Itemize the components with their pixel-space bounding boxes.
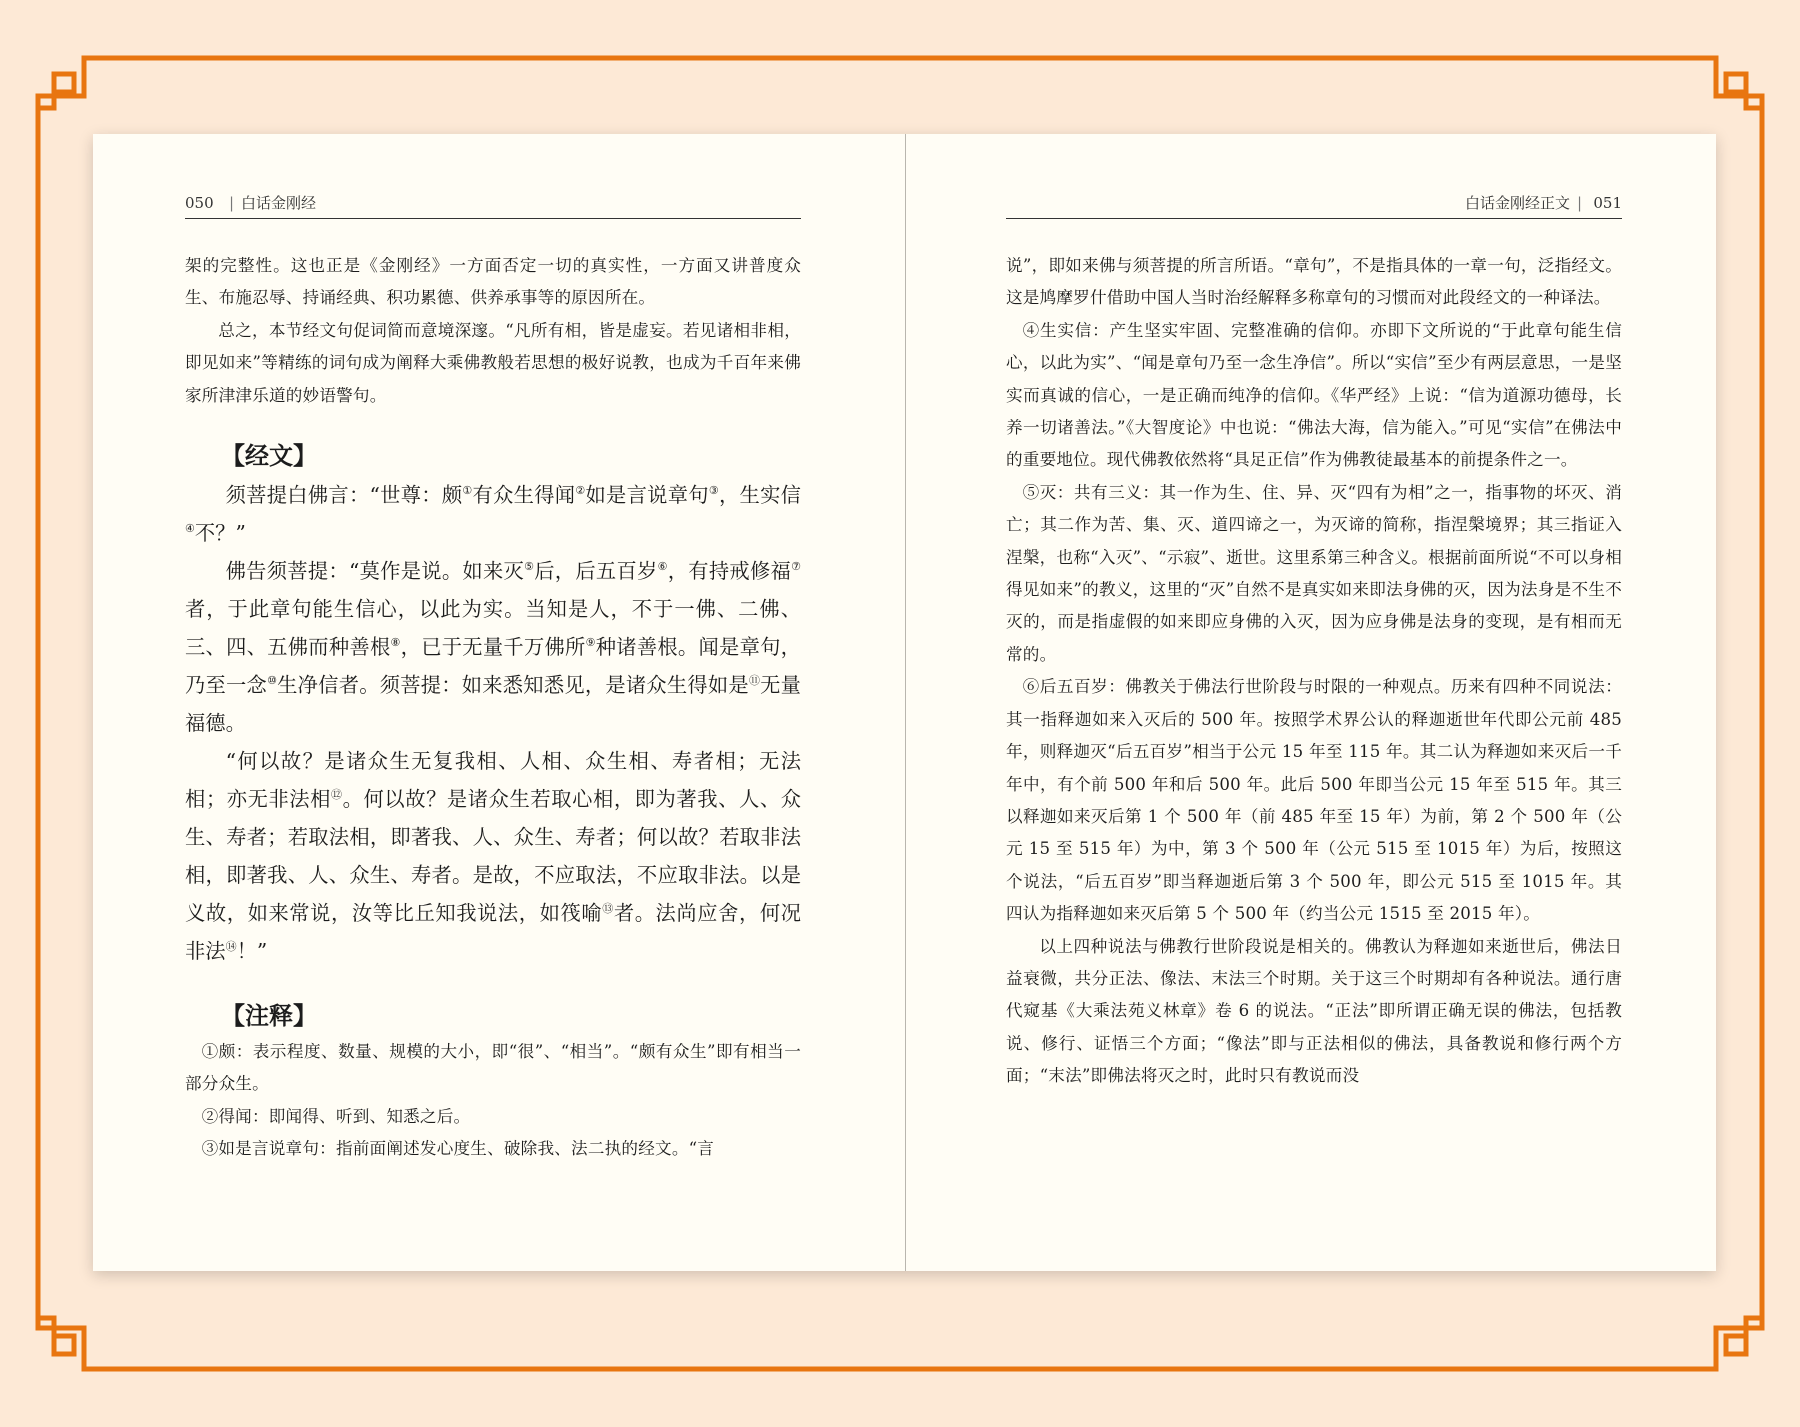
- sutra-paragraph-1: 须菩提白佛言：“世尊：颇①有众生得闻②如是言说章句③，生实信④不？”: [185, 483, 801, 546]
- right-paragraph-1: 说”，即如来佛与须菩提的所言所语。“章句”，不是指具体的一章一句，泛指经文。这是鸠摩罗什借助中国人当时治经解释多称章句的习惯而对此段经文的一种译法。: [1006, 256, 1622, 308]
- sutra-text: [185, 476, 801, 970]
- note-1: ①颇：表示程度、数量、规模的大小，即“很”、“相当”。“颇有众生”即有相当一部分众生。: [185, 1042, 801, 1094]
- left-running-head: [185, 192, 801, 219]
- intro-paragraph-2: 总之，本节经文句促词简而意境深邃。“凡所有相，皆是虚妄。若见诸相非相，即见如来”等精练的词句成为阐释大乘佛教般若思想的极好说教，也成为千百年来佛家所津津乐道的妙语警句。: [185, 320, 801, 405]
- left-page: [185, 134, 801, 1271]
- left-header-separator: |: [229, 194, 235, 212]
- right-header-separator: |: [1576, 194, 1582, 212]
- right-paragraph-5: 以上四种说法与佛教行世阶段说是相关的。佛教认为释迦如来逝世后，佛法日益衰微，共分正法、像法、末法三个时期。关于这三个时期却有各种说法。通行唐代窥基《大乘法苑义林章》卷 6 的说法。“正法”即所谓正确无误的佛法，包括教说、修行、证悟三个方面；“像法”即与正法相似的佛法，具备教说和修行两个方面；“末法”即佛法将灭之时，此时只有教说而没: [1006, 936, 1622, 1086]
- intro-paragraph-1: 架的完整性。这也正是《金刚经》一方面否定一切的真实性，一方面又讲普度众生、布施忍辱、持诵经典、积功累德、供养承事等的原因所在。: [185, 256, 801, 308]
- note-5: ⑤灭：共有三义：其一作为生、住、异、灭“四有为相”之一，指事物的坏灭、消亡；其二作为苦、集、灭、道四谛之一，为灭谛的简称，指涅槃境界；其三指证入涅槃，也称“入灭”、“示寂”、逝世。这里系第三种含义。根据前面所说“不可以身相得见如来”的教义，这里的“灭”自然不是真实如来即法身佛的灭，因为法身是不生不灭的，而是指虚假的如来即应身佛的入灭，因为应身佛是法身的变现，是有相而无常的。: [1006, 482, 1622, 664]
- right-running-head: [1006, 192, 1622, 219]
- note-2: ②得闻：即闻得、听到、知悉之后。: [201, 1106, 471, 1126]
- right-page-body: [1006, 250, 1622, 1093]
- note-6: ⑥后五百岁：佛教关于佛法行世阶段与时限的一种观点。历来有四种不同说法：其一指释迦如来入灭后的 500 年。按照学术界公认的释迦逝世年代即公元前 485 年，则释迦灭“后五百岁”相当于公元 15 年至 115 年。其二认为释迦如来灭后一千年中，有个前 500 年和后 500 年。此后 500 年即当公元 15 年至 515 年。其三以释迦如来灭后第 1 个 500 年（前 485 年至 15 年）为前，第 2 个 500 年（公元 15 至 515 年）为中，第 3 个 500 年（公元 515 至 1015 年）为后，按照这个说法，“后五百岁”即当释迦逝后第 3 个 500 年，即公元 515 至 1015 年。其四认为指释迦如来灭后第 5 个 500 年（约当公元 1515 至 2015 年）。: [1006, 677, 1622, 924]
- book-gutter: [905, 134, 906, 1271]
- open-book: [93, 134, 1716, 1271]
- sutra-paragraph-2: 佛告须菩提：“莫作是说。如来灭⑤后，后五百岁⑥，有持戒修福⑦者，于此章句能生信心，以此为实。当知是人，不于一佛、二佛、三、四、五佛而种善根⑧，已于无量千万佛所⑨种诸善根。闻是章句，乃至一念⑩生净信者。须菩提：如来悉知悉见，是诸众生得如是⑪无量福德。: [185, 559, 801, 736]
- right-running-title: 白话金刚经正文: [1464, 194, 1570, 212]
- left-page-body: [185, 250, 801, 1166]
- right-page: [1006, 134, 1622, 1271]
- left-running-title: 白话金刚经: [241, 194, 317, 212]
- right-page-number: 051: [1593, 194, 1622, 212]
- sutra-paragraph-3: “何以故？是诸众生无复我相、人相、众生相、寿者相；无法相；亦无非法相⑫。何以故？是诸众生若取心相，即为著我、人、众生、寿者；若取法相，即著我、人、众生、寿者；何以故？若取非法相，即著我、人、众生、寿者。是故，不应取法，不应取非法。以是义故，如来常说，汝等比丘知我说法，如筏喻⑬者。法尚应舍，何况非法⑭！”: [185, 749, 801, 964]
- left-page-number: 050: [185, 194, 214, 212]
- notes-heading: 【注释】: [221, 1002, 317, 1031]
- note-4: ④生实信：产生坚实牢固、完整准确的信仰。亦即下文所说的“于此章句能生信心，以此为实”、“闻是章句乃至一念生净信”。所以“实信”至少有两层意思，一是坚实而真诚的信心，一是正确而纯净的信仰。《华严经》上说：“信为道源功德母，长养一切诸善法。”《大智度论》中也说：“佛法大海，信为能入。”可见“实信”在佛法中的重要地位。现代佛教依然将“具足正信”作为佛教徒最基本的前提条件之一。: [1006, 320, 1622, 470]
- sutra-heading: 【经文】: [221, 442, 317, 471]
- note-3: ③如是言说章句：指前面阐述发心度生、破除我、法二执的经文。“言: [201, 1139, 715, 1159]
